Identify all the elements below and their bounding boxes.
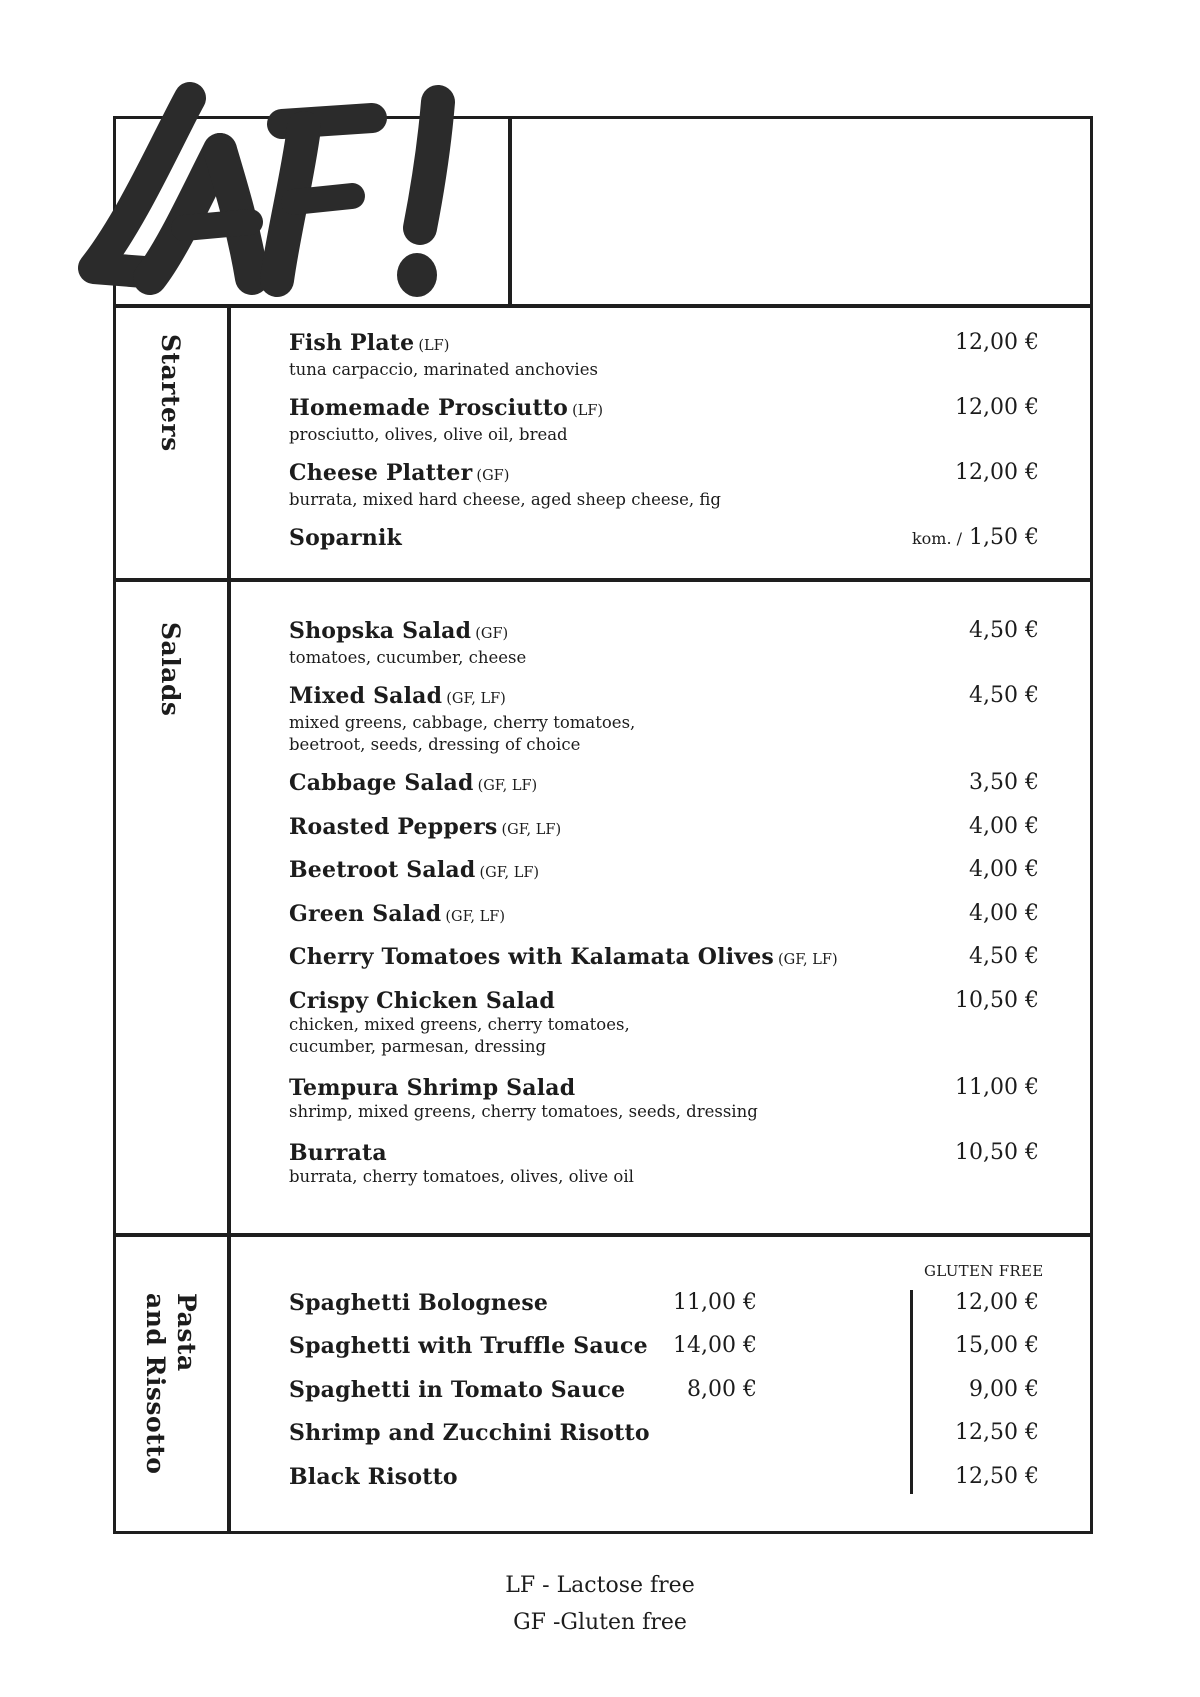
item-description: prosciutto, olives, olive oil, bread (289, 425, 568, 444)
item-price-gluten-free: 12,00 € (955, 1290, 1039, 1315)
item-name: Black Risotto (289, 1464, 458, 1490)
item-description: burrata, cherry tomatoes, olives, olive oil (289, 1167, 634, 1186)
item-price: 12,00 € (955, 460, 1039, 485)
item-price: 14,00 € (673, 1333, 757, 1358)
item-price: 4,00 € (969, 901, 1039, 926)
item-tag: (LF) (418, 338, 450, 354)
menu-item (289, 330, 1039, 381)
pasta-label-line1: Pasta (172, 1293, 201, 1372)
item-name: Spaghetti Bolognese (289, 1290, 549, 1316)
menu-item (289, 1140, 1039, 1188)
item-price-gluten-free: 12,50 € (955, 1464, 1039, 1489)
item-price: 12,00 € (955, 330, 1039, 355)
starters-salads-divider (113, 578, 1093, 582)
item-description: tomatoes, cucumber, cheese (289, 648, 527, 667)
item-name: Roasted Peppers (289, 814, 498, 840)
item-price: 12,00 € (955, 395, 1039, 420)
menu-item (289, 1377, 1039, 1403)
menu-item (289, 460, 1039, 511)
menu-item (289, 1420, 1039, 1446)
item-price-gluten-free: 9,00 € (969, 1377, 1039, 1402)
pasta-label (140, 1293, 202, 1474)
item-price-gluten-free: 15,00 € (955, 1333, 1039, 1358)
item-name: Beetroot Salad (289, 857, 476, 883)
menu-item (289, 395, 1039, 446)
item-name: Green Salad (289, 901, 442, 927)
legend-lactose-free: LF - Lactose free (505, 1573, 695, 1598)
item-price: 8,00 € (687, 1377, 757, 1402)
item-price-unit: kom. / (911, 529, 963, 548)
item-name: Cheese Platter (289, 460, 473, 486)
menu-item (289, 1290, 1039, 1316)
menu-item (289, 857, 1039, 886)
item-description: burrata, mixed hard cheese, aged sheep cheese, fig (289, 490, 721, 509)
item-price: 4,00 € (969, 857, 1039, 882)
gluten-free-header: GLUTEN FREE (924, 1262, 1044, 1280)
item-tag: (GF, LF) (479, 865, 540, 881)
item-price: 1,50 € (969, 525, 1039, 550)
item-name: Homemade Prosciutto (289, 395, 569, 421)
exclamation-dot (397, 253, 437, 297)
menu-item (289, 683, 1039, 756)
item-description: mixed greens, cabbage, cherry tomatoes, (289, 713, 636, 732)
item-description-line2: cucumber, parmesan, dressing (289, 1037, 547, 1056)
item-name: Cherry Tomatoes with Kalamata Olives (289, 944, 775, 970)
item-name: Cabbage Salad (289, 770, 474, 796)
menu-item (289, 1075, 1039, 1123)
menu-item (289, 1464, 1039, 1490)
item-price-with-unit (912, 525, 1039, 552)
item-name: Burrata (289, 1140, 387, 1166)
label-column-divider (227, 304, 231, 1534)
item-price: 10,50 € (955, 988, 1039, 1013)
item-tag: (GF, LF) (501, 822, 562, 838)
item-description: chicken, mixed greens, cherry tomatoes, (289, 1015, 630, 1034)
starters-label: Starters (156, 334, 185, 452)
salads-label: Salads (156, 622, 185, 717)
item-name: Tempura Shrimp Salad (289, 1075, 576, 1101)
item-name: Spaghetti in Tomato Sauce (289, 1377, 626, 1403)
item-name: Shrimp and Zucchini Risotto (289, 1420, 650, 1446)
salads-pasta-divider (113, 1233, 1093, 1237)
item-name: Mixed Salad (289, 683, 443, 709)
menu-item (289, 814, 1039, 843)
item-name: Fish Plate (289, 330, 415, 356)
item-description-line2: beetroot, seeds, dressing of choice (289, 735, 581, 754)
item-name: Soparnik (289, 525, 402, 551)
item-price: 3,50 € (969, 770, 1039, 795)
item-tag: (GF) (476, 468, 510, 484)
item-price: 4,50 € (969, 683, 1039, 708)
menu-item (289, 901, 1039, 930)
item-price: 11,00 € (673, 1290, 757, 1315)
item-tag: (LF) (572, 403, 604, 419)
menu-item (289, 770, 1039, 799)
menu-item (289, 988, 1039, 1058)
item-name: Spaghetti with Truffle Sauce (289, 1333, 648, 1359)
laf-logo (72, 80, 562, 305)
item-tag: (GF, LF) (477, 778, 538, 794)
item-price: 4,50 € (969, 618, 1039, 643)
pasta-label-line2: and Rissotto (141, 1293, 170, 1475)
item-description: tuna carpaccio, marinated anchovies (289, 360, 598, 379)
menu-item (289, 1333, 1039, 1359)
item-price: 4,50 € (969, 944, 1039, 969)
item-description: shrimp, mixed greens, cherry tomatoes, seeds, dressing (289, 1102, 758, 1121)
item-tag: (GF, LF) (778, 952, 838, 968)
menu-item (289, 944, 1039, 973)
logo-text: LAF! (72, 80, 75, 81)
item-name: Shopska Salad (289, 618, 472, 644)
item-price: 11,00 € (955, 1075, 1039, 1100)
item-price: 4,00 € (969, 814, 1039, 839)
menu-item (289, 618, 1039, 669)
item-price-gluten-free: 12,50 € (955, 1420, 1039, 1445)
item-tag: (GF, LF) (446, 691, 506, 707)
item-tag: (GF) (475, 626, 509, 642)
item-tag: (GF, LF) (445, 909, 505, 925)
item-name: Crispy Chicken Salad (289, 988, 555, 1014)
item-price: 10,50 € (955, 1140, 1039, 1165)
legend-gluten-free: GF -Gluten free (513, 1610, 687, 1635)
menu-item (289, 525, 1039, 551)
